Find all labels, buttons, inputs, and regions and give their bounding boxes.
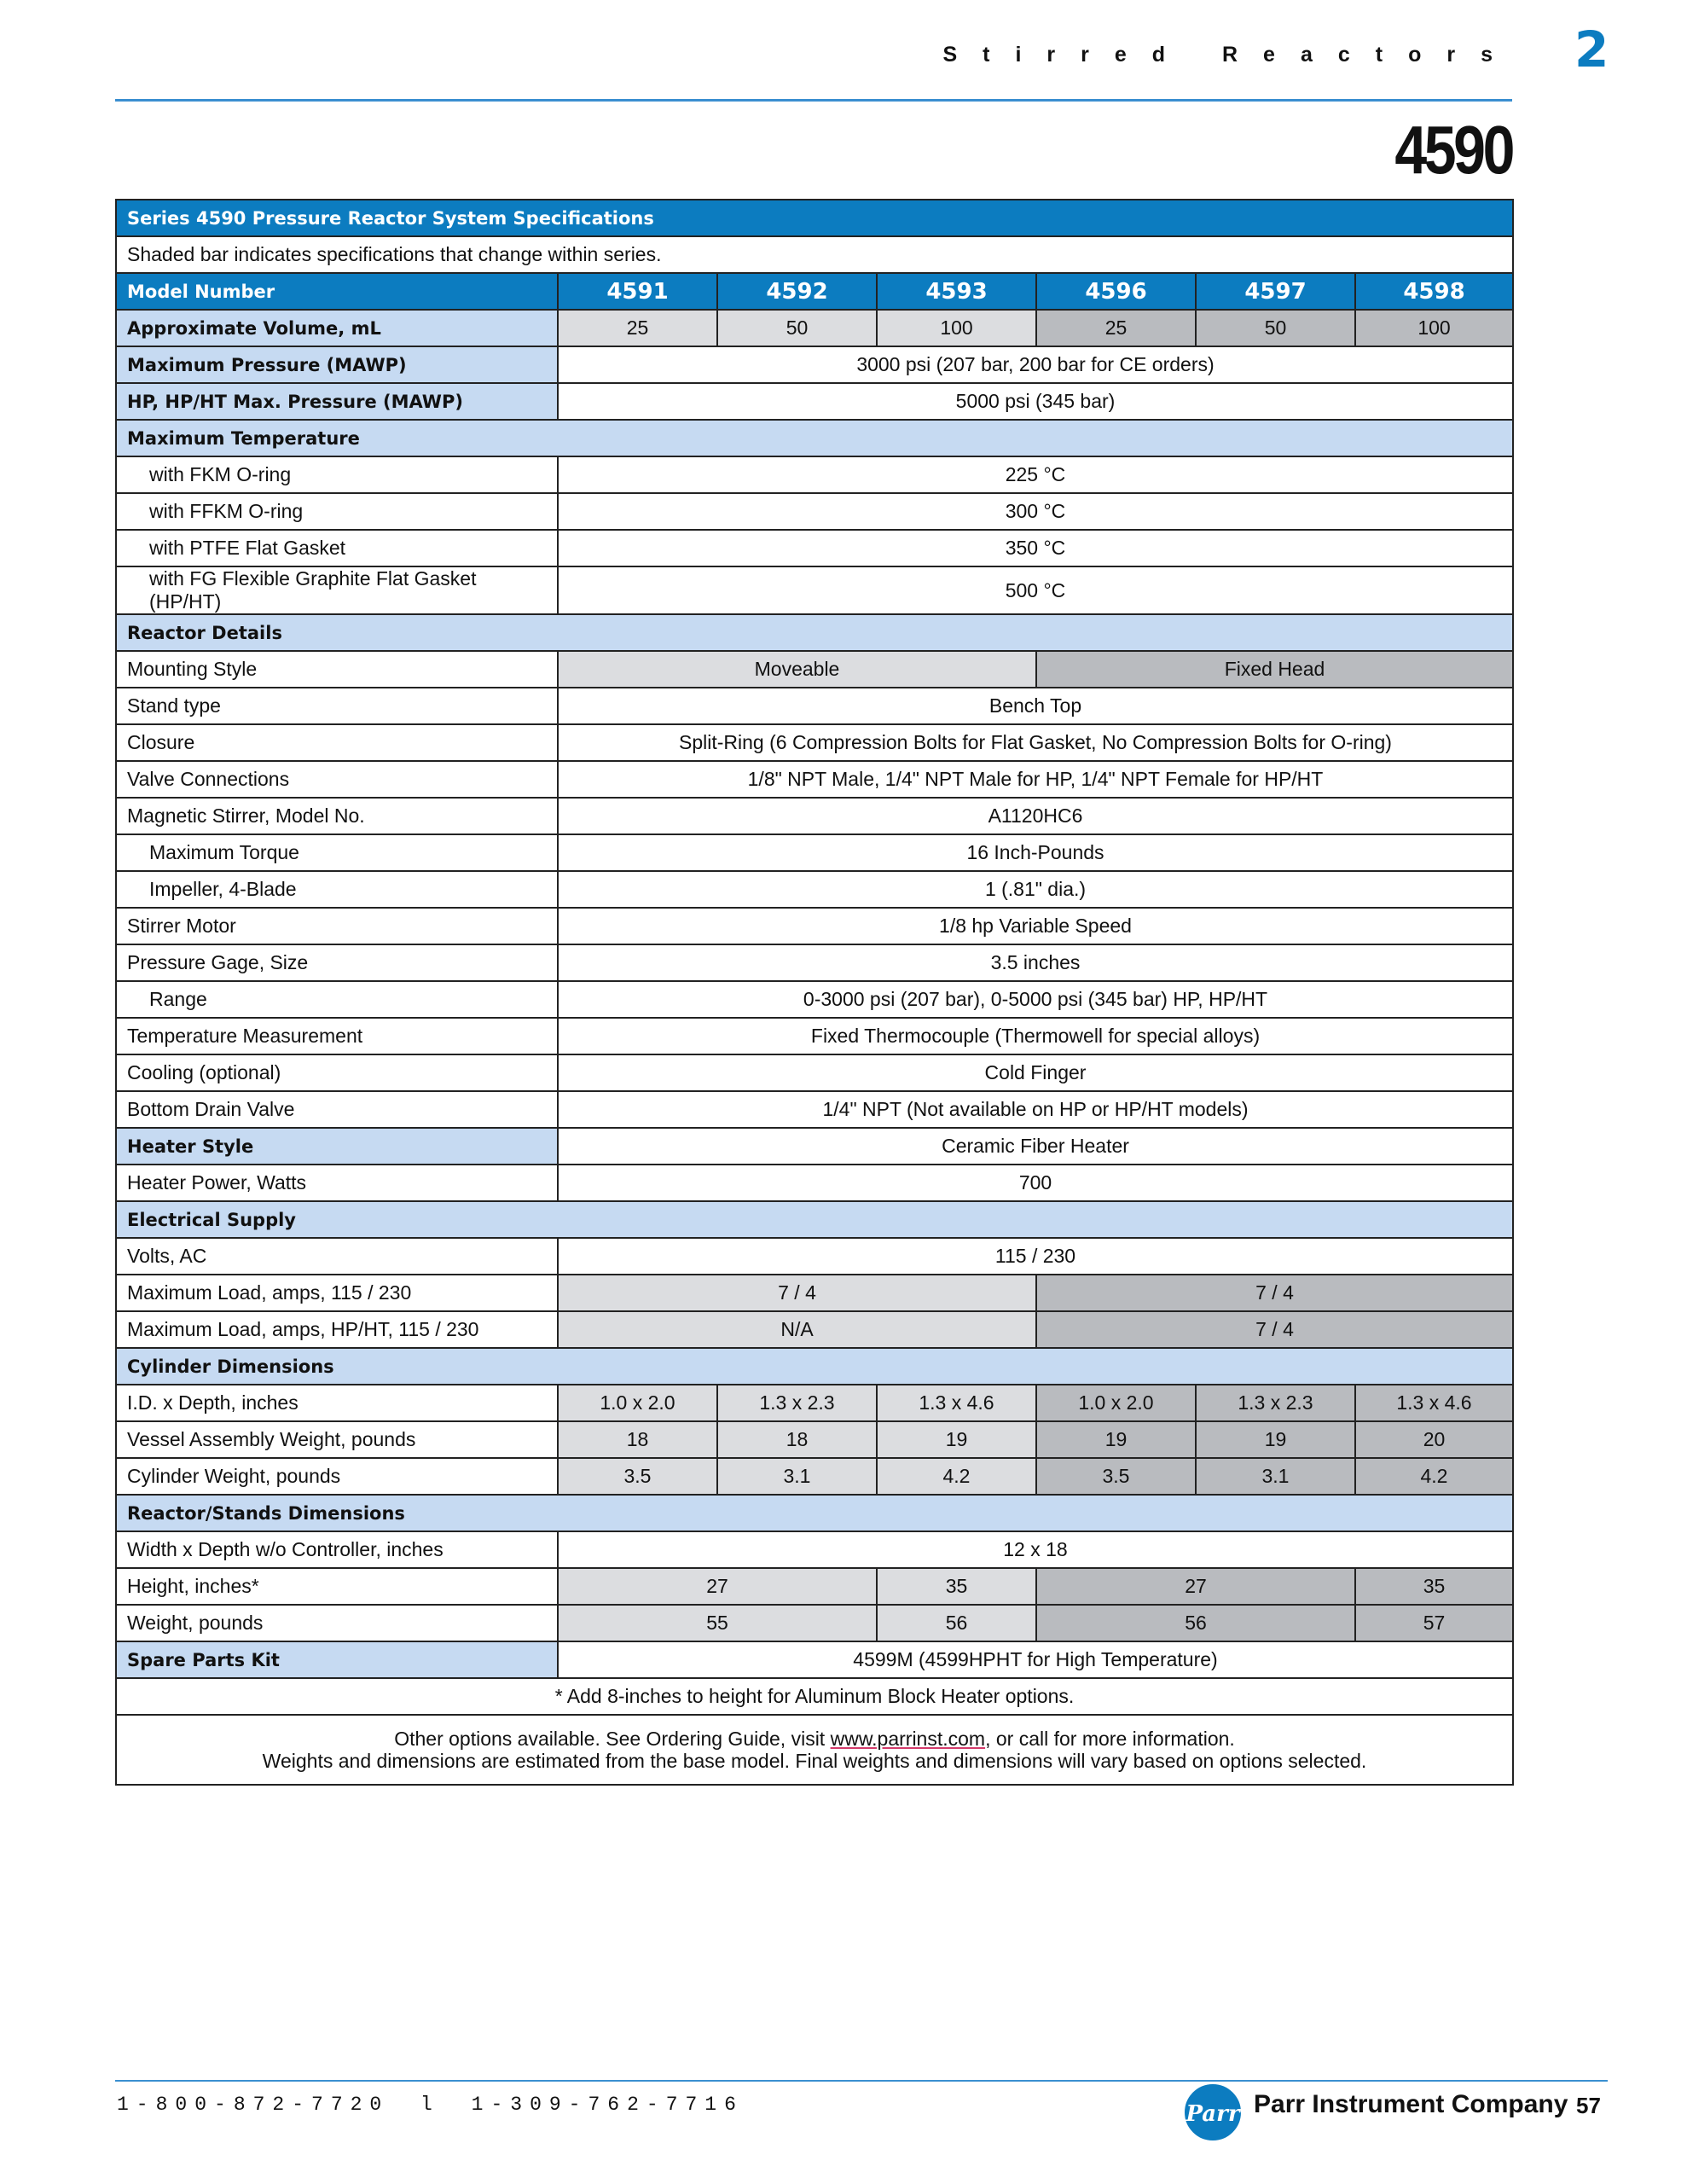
width-depth-label: Width x Depth w/o Controller, inches <box>116 1531 558 1568</box>
detail-row <box>116 1018 1513 1054</box>
detail-value: 1 (.81" dia.) <box>558 871 1513 908</box>
detail-value: Fixed Thermocouple (Thermowell for special alloys) <box>558 1018 1513 1054</box>
volts-row <box>116 1238 1513 1275</box>
volume-cell: 50 <box>1196 310 1355 346</box>
temp-row <box>116 493 1513 530</box>
notes-cell <box>116 1715 1513 1785</box>
detail-label: Valve Connections <box>116 761 558 798</box>
reactor-details-section <box>116 614 1513 651</box>
volts-label: Volts, AC <box>116 1238 558 1275</box>
detail-value: 3.5 inches <box>558 944 1513 981</box>
max-load-hp-row <box>116 1311 1513 1348</box>
detail-label: Range <box>116 981 558 1018</box>
max-load-hp-value: 7 / 4 <box>1036 1311 1513 1348</box>
heater-style-row <box>116 1128 1513 1165</box>
heater-style-label: Heater Style <box>116 1128 558 1165</box>
volume-row <box>116 310 1513 346</box>
spare-parts-value: 4599M (4599HPHT for High Temperature) <box>558 1641 1513 1678</box>
max-load-hp-value: N/A <box>558 1311 1036 1348</box>
model-number-row <box>116 273 1513 310</box>
heater-power-label: Heater Power, Watts <box>116 1165 558 1201</box>
spare-parts-row <box>116 1641 1513 1678</box>
cylinder-cell: 1.3 x 2.3 <box>1196 1385 1355 1421</box>
cylinder-label: I.D. x Depth, inches <box>116 1385 558 1421</box>
detail-value: A1120HC6 <box>558 798 1513 834</box>
heater-style-value: Ceramic Fiber Heater <box>558 1128 1513 1165</box>
weight-value: 56 <box>877 1605 1036 1641</box>
heater-power-value: 700 <box>558 1165 1513 1201</box>
model-cell: 4592 <box>717 273 877 310</box>
max-temperature-heading: Maximum Temperature <box>116 420 1513 456</box>
detail-label: Stirrer Motor <box>116 908 558 944</box>
section-title: Stirred Reactors <box>942 43 1518 67</box>
temp-row <box>116 566 1513 614</box>
cylinder-row <box>116 1385 1513 1421</box>
cylinder-label: Cylinder Weight, pounds <box>116 1458 558 1495</box>
cylinder-row <box>116 1421 1513 1458</box>
notes-row <box>116 1715 1513 1785</box>
height-value: 27 <box>1036 1568 1355 1605</box>
model-cell: 4597 <box>1196 273 1355 310</box>
cylinder-cell: 19 <box>877 1421 1036 1458</box>
cylinder-cell: 3.5 <box>1036 1458 1196 1495</box>
max-pressure-row <box>116 346 1513 383</box>
cylinder-cell: 4.2 <box>1355 1458 1513 1495</box>
company-name: Parr Instrument Company <box>1254 2090 1568 2118</box>
cylinder-section <box>116 1348 1513 1385</box>
max-load-row <box>116 1275 1513 1311</box>
mounting-moveable: Moveable <box>558 651 1036 688</box>
detail-row <box>116 761 1513 798</box>
cylinder-label: Vessel Assembly Weight, pounds <box>116 1421 558 1458</box>
temp-value: 350 °C <box>558 530 1513 566</box>
temp-row <box>116 456 1513 493</box>
width-depth-row <box>116 1531 1513 1568</box>
header-rule <box>115 99 1512 102</box>
cylinder-cell: 18 <box>717 1421 877 1458</box>
weight-row <box>116 1605 1513 1641</box>
height-value: 35 <box>1355 1568 1513 1605</box>
max-pressure-value: 3000 psi (207 bar, 200 bar for CE orders) <box>558 346 1513 383</box>
weight-label: Weight, pounds <box>116 1605 558 1641</box>
max-load-value: 7 / 4 <box>558 1275 1036 1311</box>
logo-text: Parr <box>1186 2101 1240 2127</box>
temp-row <box>116 530 1513 566</box>
detail-label: Closure <box>116 724 558 761</box>
max-load-hp-label: Maximum Load, amps, HP/HT, 115 / 230 <box>116 1311 558 1348</box>
cylinder-cell: 3.1 <box>717 1458 877 1495</box>
notes-line-1 <box>125 1728 1504 1750</box>
model-cell: 4598 <box>1355 273 1513 310</box>
table-note: Shaded bar indicates specifications that change within series. <box>116 236 1513 273</box>
detail-row <box>116 944 1513 981</box>
temp-value: 500 °C <box>558 566 1513 614</box>
max-temperature-section <box>116 420 1513 456</box>
detail-row <box>116 981 1513 1018</box>
cylinder-cell: 20 <box>1355 1421 1513 1458</box>
detail-label: Magnetic Stirrer, Model No. <box>116 798 558 834</box>
phone-numbers <box>117 2094 744 2116</box>
height-value: 35 <box>877 1568 1036 1605</box>
detail-row <box>116 798 1513 834</box>
hp-pressure-value: 5000 psi (345 bar) <box>558 383 1513 420</box>
volume-cell: 100 <box>877 310 1036 346</box>
table-title: Series 4590 Pressure Reactor System Specifications <box>116 200 1513 236</box>
hp-pressure-label: HP, HP/HT Max. Pressure (MAWP) <box>116 383 558 420</box>
footnote-row <box>116 1678 1513 1715</box>
website-link[interactable]: www.parrinst.com <box>830 1728 986 1750</box>
detail-label: Temperature Measurement <box>116 1018 558 1054</box>
specifications-table <box>115 199 1514 1786</box>
detail-value: 0-3000 psi (207 bar), 0-5000 psi (345 bar) HP, HP/HT <box>558 981 1513 1018</box>
model-cell: 4591 <box>558 273 717 310</box>
detail-label: Cooling (optional) <box>116 1054 558 1091</box>
electrical-section <box>116 1201 1513 1238</box>
cylinder-cell: 19 <box>1196 1421 1355 1458</box>
notes-line-2: Weights and dimensions are estimated from the base model. Final weights and dimensions will vary based on options selected. <box>262 1750 1367 1772</box>
temp-value: 300 °C <box>558 493 1513 530</box>
stands-heading: Reactor/Stands Dimensions <box>116 1495 1513 1531</box>
page-number: 57 <box>1576 2093 1601 2118</box>
detail-row <box>116 724 1513 761</box>
temp-label: with FFKM O-ring <box>116 493 558 530</box>
notes-text: , or call for more information. <box>985 1728 1235 1750</box>
cylinder-heading: Cylinder Dimensions <box>116 1348 1513 1385</box>
volume-cell: 50 <box>717 310 877 346</box>
parr-logo-icon <box>1179 2078 1247 2146</box>
width-depth-value: 12 x 18 <box>558 1531 1513 1568</box>
detail-label: Bottom Drain Valve <box>116 1091 558 1128</box>
stands-section <box>116 1495 1513 1531</box>
cylinder-cell: 19 <box>1036 1421 1196 1458</box>
table-title-row <box>116 200 1513 236</box>
cylinder-row <box>116 1458 1513 1495</box>
detail-row <box>116 1091 1513 1128</box>
detail-value: 1/4" NPT (Not available on HP or HP/HT models) <box>558 1091 1513 1128</box>
mounting-label: Mounting Style <box>116 651 558 688</box>
height-label: Height, inches* <box>116 1568 558 1605</box>
max-load-value: 7 / 4 <box>1036 1275 1513 1311</box>
mounting-row <box>116 651 1513 688</box>
heater-power-row <box>116 1165 1513 1201</box>
detail-label: Impeller, 4-Blade <box>116 871 558 908</box>
temp-label: with FKM O-ring <box>116 456 558 493</box>
electrical-heading: Electrical Supply <box>116 1201 1513 1238</box>
detail-row <box>116 871 1513 908</box>
mounting-fixed: Fixed Head <box>1036 651 1513 688</box>
table-note-row <box>116 236 1513 273</box>
weight-value: 57 <box>1355 1605 1513 1641</box>
model-number-label: Model Number <box>116 273 558 310</box>
volume-cell: 25 <box>1036 310 1196 346</box>
cylinder-cell: 1.3 x 4.6 <box>877 1385 1036 1421</box>
detail-row <box>116 834 1513 871</box>
max-pressure-label: Maximum Pressure (MAWP) <box>116 346 558 383</box>
hp-pressure-row <box>116 383 1513 420</box>
chapter-number: 2 <box>1574 20 1609 78</box>
detail-value: Bench Top <box>558 688 1513 724</box>
max-load-label: Maximum Load, amps, 115 / 230 <box>116 1275 558 1311</box>
detail-row <box>116 1054 1513 1091</box>
detail-value: Split-Ring (6 Compression Bolts for Flat Gasket, No Compression Bolts for O-ring) <box>558 724 1513 761</box>
cylinder-cell: 1.3 x 4.6 <box>1355 1385 1513 1421</box>
volume-cell: 100 <box>1355 310 1513 346</box>
cylinder-cell: 1.0 x 2.0 <box>558 1385 717 1421</box>
weight-value: 56 <box>1036 1605 1355 1641</box>
reactor-details-heading: Reactor Details <box>116 614 1513 651</box>
model-series-title: 4590 <box>1394 112 1512 188</box>
detail-value: 1/8" NPT Male, 1/4" NPT Male for HP, 1/4" NPT Female for HP/HT <box>558 761 1513 798</box>
detail-value: 16 Inch-Pounds <box>558 834 1513 871</box>
footnote: * Add 8-inches to height for Aluminum Block Heater options. <box>116 1678 1513 1715</box>
phone-1: 1-800-872-7720 <box>117 2094 390 2116</box>
height-row <box>116 1568 1513 1605</box>
model-cell: 4596 <box>1036 273 1196 310</box>
cylinder-cell: 18 <box>558 1421 717 1458</box>
temp-label: with FG Flexible Graphite Flat Gasket (HP/HT) <box>116 566 558 614</box>
phone-separator: l <box>420 2094 440 2116</box>
model-cell: 4593 <box>877 273 1036 310</box>
detail-label: Stand type <box>116 688 558 724</box>
phone-2: 1-309-762-7716 <box>471 2094 744 2116</box>
temp-value: 225 °C <box>558 456 1513 493</box>
cylinder-cell: 3.5 <box>558 1458 717 1495</box>
volume-cell: 25 <box>558 310 717 346</box>
volts-value: 115 / 230 <box>558 1238 1513 1275</box>
height-value: 27 <box>558 1568 877 1605</box>
detail-row <box>116 908 1513 944</box>
footer-rule <box>115 2080 1608 2082</box>
weight-value: 55 <box>558 1605 877 1641</box>
volume-label: Approximate Volume, mL <box>116 310 558 346</box>
cylinder-cell: 4.2 <box>877 1458 1036 1495</box>
detail-label: Maximum Torque <box>116 834 558 871</box>
detail-row <box>116 688 1513 724</box>
detail-value: 1/8 hp Variable Speed <box>558 908 1513 944</box>
notes-text: Other options available. See Ordering Guide, visit <box>394 1728 831 1750</box>
cylinder-cell: 3.1 <box>1196 1458 1355 1495</box>
detail-label: Pressure Gage, Size <box>116 944 558 981</box>
spare-parts-label: Spare Parts Kit <box>116 1641 558 1678</box>
cylinder-cell: 1.0 x 2.0 <box>1036 1385 1196 1421</box>
cylinder-cell: 1.3 x 2.3 <box>717 1385 877 1421</box>
temp-label: with PTFE Flat Gasket <box>116 530 558 566</box>
detail-value: Cold Finger <box>558 1054 1513 1091</box>
